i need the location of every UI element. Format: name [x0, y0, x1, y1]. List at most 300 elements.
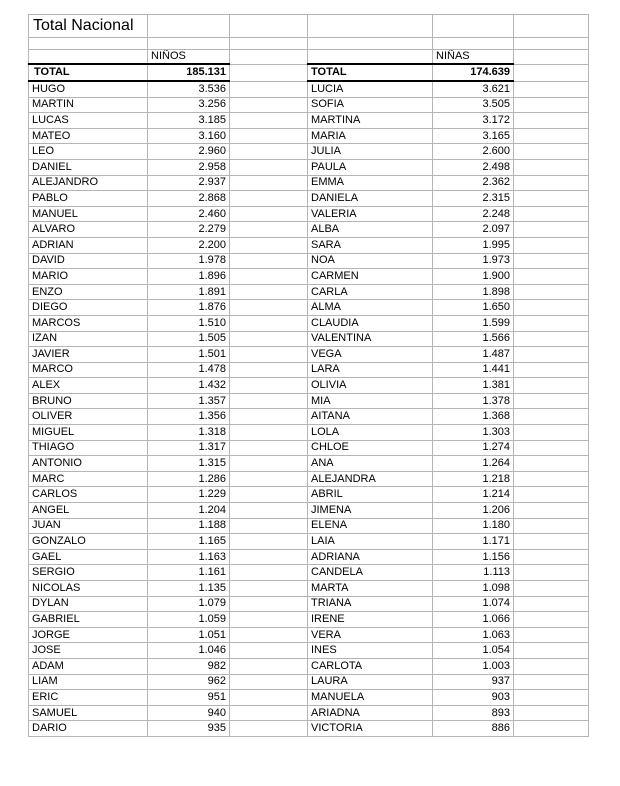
boy-value-cell[interactable]: 935 [148, 721, 230, 737]
empty-cell[interactable] [230, 128, 308, 144]
boy-name-cell[interactable]: MARCOS [29, 315, 148, 331]
girl-value-cell[interactable]: 1.599 [433, 315, 514, 331]
empty-cell[interactable] [308, 15, 433, 38]
girl-name-cell[interactable]: PAULA [308, 159, 433, 175]
boy-name-cell[interactable]: GONZALO [29, 534, 148, 550]
empty-cell[interactable] [514, 300, 589, 316]
girl-value-cell[interactable]: 1.995 [433, 237, 514, 253]
empty-cell[interactable] [514, 534, 589, 550]
girl-name-cell[interactable]: MARIA [308, 128, 433, 144]
empty-cell[interactable] [514, 612, 589, 628]
girl-name-cell[interactable]: JIMENA [308, 503, 433, 519]
girls-header-cell[interactable]: NIÑAS [433, 50, 514, 65]
boy-name-cell[interactable]: MARTIN [29, 97, 148, 113]
empty-cell[interactable] [514, 456, 589, 472]
empty-cell[interactable] [514, 269, 589, 285]
empty-cell[interactable] [230, 237, 308, 253]
girl-name-cell[interactable]: LOLA [308, 425, 433, 441]
empty-cell[interactable] [514, 50, 589, 65]
girl-value-cell[interactable]: 1.441 [433, 362, 514, 378]
boy-value-cell[interactable]: 3.256 [148, 97, 230, 113]
boy-value-cell[interactable]: 1.286 [148, 471, 230, 487]
empty-cell[interactable] [230, 300, 308, 316]
empty-cell[interactable] [514, 144, 589, 160]
boys-total-value-cell[interactable]: 185.131 [148, 64, 230, 81]
table-row [29, 425, 589, 441]
empty-cell[interactable] [514, 705, 589, 721]
girl-name-cell[interactable]: CANDELA [308, 565, 433, 581]
boy-value-cell[interactable]: 2.279 [148, 222, 230, 238]
boy-value-cell[interactable]: 1.357 [148, 393, 230, 409]
girls-total-value-cell[interactable]: 174.639 [433, 64, 514, 81]
empty-cell[interactable] [514, 38, 589, 50]
boy-name-cell[interactable]: MARCO [29, 362, 148, 378]
girl-name-cell[interactable]: ALEJANDRA [308, 471, 433, 487]
girl-value-cell[interactable]: 1.063 [433, 627, 514, 643]
boy-value-cell[interactable]: 940 [148, 705, 230, 721]
boy-value-cell[interactable]: 1.896 [148, 269, 230, 285]
empty-cell[interactable] [514, 487, 589, 503]
girl-name-cell[interactable]: SOFIA [308, 97, 433, 113]
boy-value-cell[interactable]: 1.163 [148, 549, 230, 565]
boy-name-cell[interactable]: LIAM [29, 674, 148, 690]
empty-cell[interactable] [514, 643, 589, 659]
empty-cell[interactable] [514, 159, 589, 175]
empty-cell[interactable] [230, 643, 308, 659]
boy-name-cell[interactable]: GAEL [29, 549, 148, 565]
boy-name-cell[interactable]: HUGO [29, 81, 148, 97]
empty-cell[interactable] [514, 440, 589, 456]
empty-cell[interactable] [514, 503, 589, 519]
empty-cell[interactable] [148, 15, 230, 38]
empty-cell[interactable] [514, 518, 589, 534]
boy-value-cell[interactable]: 1.478 [148, 362, 230, 378]
empty-cell[interactable] [230, 284, 308, 300]
empty-cell[interactable] [230, 347, 308, 363]
boy-name-cell[interactable]: GABRIEL [29, 612, 148, 628]
girl-value-cell[interactable]: 937 [433, 674, 514, 690]
boy-name-cell[interactable]: LUCAS [29, 113, 148, 129]
boy-name-cell[interactable]: MANUEL [29, 206, 148, 222]
empty-cell[interactable] [230, 425, 308, 441]
boy-name-cell[interactable]: DARIO [29, 721, 148, 737]
girl-value-cell[interactable]: 3.165 [433, 128, 514, 144]
girl-name-cell[interactable]: NOA [308, 253, 433, 269]
table-row [29, 331, 589, 347]
empty-cell[interactable] [514, 362, 589, 378]
boy-name-cell[interactable]: MIGUEL [29, 425, 148, 441]
boy-name-cell[interactable]: LEO [29, 144, 148, 160]
girl-name-cell[interactable]: EMMA [308, 175, 433, 191]
empty-cell[interactable] [514, 237, 589, 253]
boy-value-cell[interactable]: 1.229 [148, 487, 230, 503]
boy-value-cell[interactable]: 1.315 [148, 456, 230, 472]
boy-name-cell[interactable]: DANIEL [29, 159, 148, 175]
girl-value-cell[interactable]: 3.172 [433, 113, 514, 129]
boy-name-cell[interactable]: JUAN [29, 518, 148, 534]
girl-name-cell[interactable]: VALENTINA [308, 331, 433, 347]
girl-value-cell[interactable]: 1.180 [433, 518, 514, 534]
boy-value-cell[interactable]: 962 [148, 674, 230, 690]
empty-cell[interactable] [514, 315, 589, 331]
empty-cell[interactable] [308, 50, 433, 65]
empty-cell[interactable] [230, 471, 308, 487]
boy-name-cell[interactable]: THIAGO [29, 440, 148, 456]
boy-name-cell[interactable]: OLIVER [29, 409, 148, 425]
girl-name-cell[interactable]: LAIA [308, 534, 433, 550]
girl-name-cell[interactable]: CARLA [308, 284, 433, 300]
girl-value-cell[interactable]: 1.156 [433, 549, 514, 565]
boy-value-cell[interactable]: 3.185 [148, 113, 230, 129]
girl-value-cell[interactable]: 1.973 [433, 253, 514, 269]
girl-value-cell[interactable]: 2.315 [433, 191, 514, 207]
girl-value-cell[interactable]: 1.650 [433, 300, 514, 316]
girl-name-cell[interactable]: LARA [308, 362, 433, 378]
empty-cell[interactable] [230, 456, 308, 472]
empty-cell[interactable] [230, 658, 308, 674]
boy-value-cell[interactable]: 1.891 [148, 284, 230, 300]
girl-value-cell[interactable]: 1.566 [433, 331, 514, 347]
empty-cell[interactable] [230, 596, 308, 612]
empty-cell[interactable] [230, 627, 308, 643]
empty-cell[interactable] [230, 721, 308, 737]
page-title-cell[interactable]: Total Nacional [29, 15, 148, 38]
table-row [29, 503, 589, 519]
empty-cell[interactable] [230, 362, 308, 378]
empty-cell[interactable] [514, 331, 589, 347]
table-row [29, 81, 589, 97]
girl-value-cell[interactable]: 1.214 [433, 487, 514, 503]
girl-name-cell[interactable]: MARTA [308, 581, 433, 597]
empty-cell[interactable] [230, 144, 308, 160]
empty-cell[interactable] [514, 425, 589, 441]
empty-cell[interactable] [514, 627, 589, 643]
empty-cell[interactable] [433, 15, 514, 38]
boy-value-cell[interactable]: 1.432 [148, 378, 230, 394]
empty-cell[interactable] [148, 38, 230, 50]
girl-name-cell[interactable]: CHLOE [308, 440, 433, 456]
table-row [29, 549, 589, 565]
empty-cell[interactable] [230, 206, 308, 222]
empty-cell[interactable] [29, 38, 148, 50]
empty-cell[interactable] [514, 596, 589, 612]
girl-value-cell[interactable]: 1.487 [433, 347, 514, 363]
empty-cell[interactable] [514, 721, 589, 737]
girl-value-cell[interactable]: 1.171 [433, 534, 514, 550]
girl-value-cell[interactable]: 3.621 [433, 81, 514, 97]
girl-value-cell[interactable]: 1.003 [433, 658, 514, 674]
empty-cell[interactable] [514, 565, 589, 581]
empty-cell[interactable] [230, 440, 308, 456]
girl-value-cell[interactable]: 1.218 [433, 471, 514, 487]
girl-name-cell[interactable]: MIA [308, 393, 433, 409]
girl-value-cell[interactable]: 1.274 [433, 440, 514, 456]
empty-cell[interactable] [230, 534, 308, 550]
boy-value-cell[interactable]: 1.204 [148, 503, 230, 519]
empty-cell[interactable] [514, 15, 589, 38]
boy-value-cell[interactable]: 1.046 [148, 643, 230, 659]
boy-value-cell[interactable]: 1.510 [148, 315, 230, 331]
table-row [29, 362, 589, 378]
boy-name-cell[interactable]: JORGE [29, 627, 148, 643]
girl-value-cell[interactable]: 1.898 [433, 284, 514, 300]
boy-value-cell[interactable]: 1.079 [148, 596, 230, 612]
empty-cell[interactable] [230, 191, 308, 207]
girl-value-cell[interactable]: 893 [433, 705, 514, 721]
boy-value-cell[interactable]: 2.200 [148, 237, 230, 253]
empty-cell[interactable] [230, 97, 308, 113]
girl-value-cell[interactable]: 2.600 [433, 144, 514, 160]
empty-cell[interactable] [230, 175, 308, 191]
empty-cell[interactable] [514, 64, 589, 81]
girl-name-cell[interactable]: IRENE [308, 612, 433, 628]
empty-cell[interactable] [514, 674, 589, 690]
girl-name-cell[interactable]: ADRIANA [308, 549, 433, 565]
girl-name-cell[interactable]: OLIVIA [308, 378, 433, 394]
empty-cell[interactable] [230, 15, 308, 38]
girl-name-cell[interactable]: SARA [308, 237, 433, 253]
boy-name-cell[interactable]: ALEJANDRO [29, 175, 148, 191]
boy-value-cell[interactable]: 1.161 [148, 565, 230, 581]
boy-name-cell[interactable]: PABLO [29, 191, 148, 207]
boy-value-cell[interactable]: 1.501 [148, 347, 230, 363]
boy-name-cell[interactable]: ANGEL [29, 503, 148, 519]
empty-cell[interactable] [514, 206, 589, 222]
empty-cell[interactable] [514, 113, 589, 129]
girl-value-cell[interactable]: 1.900 [433, 269, 514, 285]
boy-value-cell[interactable]: 1.135 [148, 581, 230, 597]
girl-name-cell[interactable]: TRIANA [308, 596, 433, 612]
empty-cell[interactable] [514, 97, 589, 113]
empty-cell[interactable] [514, 284, 589, 300]
girl-name-cell[interactable]: CARLOTA [308, 658, 433, 674]
girl-name-cell[interactable]: ARIADNA [308, 705, 433, 721]
empty-cell[interactable] [514, 253, 589, 269]
boy-value-cell[interactable]: 1.188 [148, 518, 230, 534]
boy-value-cell[interactable]: 3.536 [148, 81, 230, 97]
table-row [29, 159, 589, 175]
boy-value-cell[interactable]: 1.356 [148, 409, 230, 425]
table-row [29, 222, 589, 238]
empty-cell[interactable] [230, 705, 308, 721]
empty-cell[interactable] [514, 549, 589, 565]
table-row [29, 206, 589, 222]
table-row [29, 347, 589, 363]
girl-value-cell[interactable]: 1.054 [433, 643, 514, 659]
table-row [29, 674, 589, 690]
girl-value-cell[interactable]: 1.264 [433, 456, 514, 472]
girl-name-cell[interactable]: ALBA [308, 222, 433, 238]
empty-cell[interactable] [230, 581, 308, 597]
boy-value-cell[interactable]: 1.051 [148, 627, 230, 643]
empty-cell[interactable] [230, 393, 308, 409]
girl-value-cell[interactable]: 1.381 [433, 378, 514, 394]
boy-value-cell[interactable]: 1.059 [148, 612, 230, 628]
boy-name-cell[interactable]: DYLAN [29, 596, 148, 612]
girl-value-cell[interactable]: 3.505 [433, 97, 514, 113]
empty-cell[interactable] [230, 409, 308, 425]
boy-value-cell[interactable]: 3.160 [148, 128, 230, 144]
table-row [29, 284, 589, 300]
boy-name-cell[interactable]: ADRIAN [29, 237, 148, 253]
boy-value-cell[interactable]: 1.505 [148, 331, 230, 347]
spreadsheet-area [28, 14, 589, 737]
boy-name-cell[interactable]: ALEX [29, 378, 148, 394]
girl-name-cell[interactable]: VALERIA [308, 206, 433, 222]
empty-cell[interactable] [230, 565, 308, 581]
girl-value-cell[interactable]: 2.498 [433, 159, 514, 175]
empty-cell[interactable] [230, 64, 308, 81]
empty-cell[interactable] [230, 81, 308, 97]
table-row [29, 721, 589, 737]
boy-name-cell[interactable]: BRUNO [29, 393, 148, 409]
girl-name-cell[interactable]: ELENA [308, 518, 433, 534]
girl-value-cell[interactable]: 1.066 [433, 612, 514, 628]
boy-name-cell[interactable]: DAVID [29, 253, 148, 269]
baby-names-table [28, 14, 589, 737]
boy-name-cell[interactable]: SAMUEL [29, 705, 148, 721]
empty-cell[interactable] [230, 378, 308, 394]
girl-value-cell[interactable]: 1.368 [433, 409, 514, 425]
girl-value-cell[interactable]: 2.362 [433, 175, 514, 191]
table-row [29, 128, 589, 144]
table-row [29, 690, 589, 706]
boy-name-cell[interactable]: IZAN [29, 331, 148, 347]
girl-name-cell[interactable]: CARMEN [308, 269, 433, 285]
boy-name-cell[interactable]: CARLOS [29, 487, 148, 503]
girl-name-cell[interactable]: ALMA [308, 300, 433, 316]
boy-value-cell[interactable]: 2.937 [148, 175, 230, 191]
boy-value-cell[interactable]: 2.460 [148, 206, 230, 222]
girl-value-cell[interactable]: 2.248 [433, 206, 514, 222]
table-row [29, 487, 589, 503]
boy-value-cell[interactable]: 1.876 [148, 300, 230, 316]
empty-cell[interactable] [514, 393, 589, 409]
boy-name-cell[interactable]: ENZO [29, 284, 148, 300]
girl-name-cell[interactable]: LUCIA [308, 81, 433, 97]
boy-name-cell[interactable]: JAVIER [29, 347, 148, 363]
empty-cell[interactable] [514, 347, 589, 363]
girls-total-label-cell[interactable]: TOTAL [308, 64, 433, 81]
empty-cell[interactable] [230, 269, 308, 285]
girl-value-cell[interactable]: 1.378 [433, 393, 514, 409]
empty-cell[interactable] [230, 612, 308, 628]
empty-cell[interactable] [514, 581, 589, 597]
empty-cell[interactable] [230, 518, 308, 534]
boy-name-cell[interactable]: MATEO [29, 128, 148, 144]
empty-cell[interactable] [29, 50, 148, 65]
boy-name-cell[interactable]: MARC [29, 471, 148, 487]
boy-value-cell[interactable]: 1.978 [148, 253, 230, 269]
empty-cell[interactable] [514, 471, 589, 487]
boy-value-cell[interactable]: 982 [148, 658, 230, 674]
table-row [29, 471, 589, 487]
boy-name-cell[interactable]: NICOLAS [29, 581, 148, 597]
girl-value-cell[interactable]: 1.303 [433, 425, 514, 441]
empty-cell[interactable] [514, 175, 589, 191]
girl-value-cell[interactable]: 1.113 [433, 565, 514, 581]
boy-value-cell[interactable]: 2.868 [148, 191, 230, 207]
empty-cell[interactable] [230, 253, 308, 269]
empty-cell[interactable] [230, 50, 308, 65]
empty-cell[interactable] [308, 38, 433, 50]
girl-name-cell[interactable]: MANUELA [308, 690, 433, 706]
girl-name-cell[interactable]: VEGA [308, 347, 433, 363]
boy-name-cell[interactable]: ALVARO [29, 222, 148, 238]
empty-cell[interactable] [230, 315, 308, 331]
boy-value-cell[interactable]: 2.958 [148, 159, 230, 175]
empty-cell[interactable] [230, 503, 308, 519]
boy-value-cell[interactable]: 2.960 [148, 144, 230, 160]
table-row [29, 237, 589, 253]
boy-value-cell[interactable]: 1.318 [148, 425, 230, 441]
boy-value-cell[interactable]: 951 [148, 690, 230, 706]
empty-cell[interactable] [230, 113, 308, 129]
girl-value-cell[interactable]: 903 [433, 690, 514, 706]
table-row [29, 627, 589, 643]
empty-cell[interactable] [514, 378, 589, 394]
empty-cell[interactable] [514, 222, 589, 238]
boys-header-cell[interactable]: NIÑOS [148, 50, 230, 65]
girl-value-cell[interactable]: 1.098 [433, 581, 514, 597]
boy-value-cell[interactable]: 1.165 [148, 534, 230, 550]
boy-name-cell[interactable]: ANTONIO [29, 456, 148, 472]
empty-cell[interactable] [230, 690, 308, 706]
boys-total-label-cell[interactable]: TOTAL [29, 64, 148, 81]
empty-cell[interactable] [514, 128, 589, 144]
boy-name-cell[interactable]: SERGIO [29, 565, 148, 581]
empty-cell[interactable] [230, 331, 308, 347]
empty-cell[interactable] [514, 658, 589, 674]
girl-name-cell[interactable]: DANIELA [308, 191, 433, 207]
girl-name-cell[interactable]: VICTORIA [308, 721, 433, 737]
girl-value-cell[interactable]: 886 [433, 721, 514, 737]
table-row [29, 518, 589, 534]
empty-cell[interactable] [230, 38, 308, 50]
empty-cell[interactable] [230, 159, 308, 175]
empty-cell[interactable] [514, 409, 589, 425]
girl-name-cell[interactable]: AITANA [308, 409, 433, 425]
empty-cell[interactable] [230, 222, 308, 238]
table-row [29, 456, 589, 472]
girl-value-cell[interactable]: 1.206 [433, 503, 514, 519]
empty-cell[interactable] [514, 191, 589, 207]
empty-cell[interactable] [230, 487, 308, 503]
empty-cell[interactable] [433, 38, 514, 50]
girl-name-cell[interactable]: LAURA [308, 674, 433, 690]
girl-name-cell[interactable]: ANA [308, 456, 433, 472]
boy-name-cell[interactable]: DIEGO [29, 300, 148, 316]
boy-name-cell[interactable]: ADAM [29, 658, 148, 674]
empty-cell[interactable] [230, 674, 308, 690]
girl-name-cell[interactable]: MARTINA [308, 113, 433, 129]
boy-name-cell[interactable]: MARIO [29, 269, 148, 285]
boy-name-cell[interactable]: JOSE [29, 643, 148, 659]
girl-value-cell[interactable]: 2.097 [433, 222, 514, 238]
empty-cell[interactable] [514, 690, 589, 706]
boy-value-cell[interactable]: 1.317 [148, 440, 230, 456]
boy-name-cell[interactable]: ERIC [29, 690, 148, 706]
girl-name-cell[interactable]: JULIA [308, 144, 433, 160]
girl-value-cell[interactable]: 1.074 [433, 596, 514, 612]
girl-name-cell[interactable]: VERA [308, 627, 433, 643]
table-row [29, 300, 589, 316]
empty-cell[interactable] [230, 549, 308, 565]
girl-name-cell[interactable]: INES [308, 643, 433, 659]
girl-name-cell[interactable]: CLAUDIA [308, 315, 433, 331]
girl-name-cell[interactable]: ABRIL [308, 487, 433, 503]
empty-cell[interactable] [514, 81, 589, 97]
